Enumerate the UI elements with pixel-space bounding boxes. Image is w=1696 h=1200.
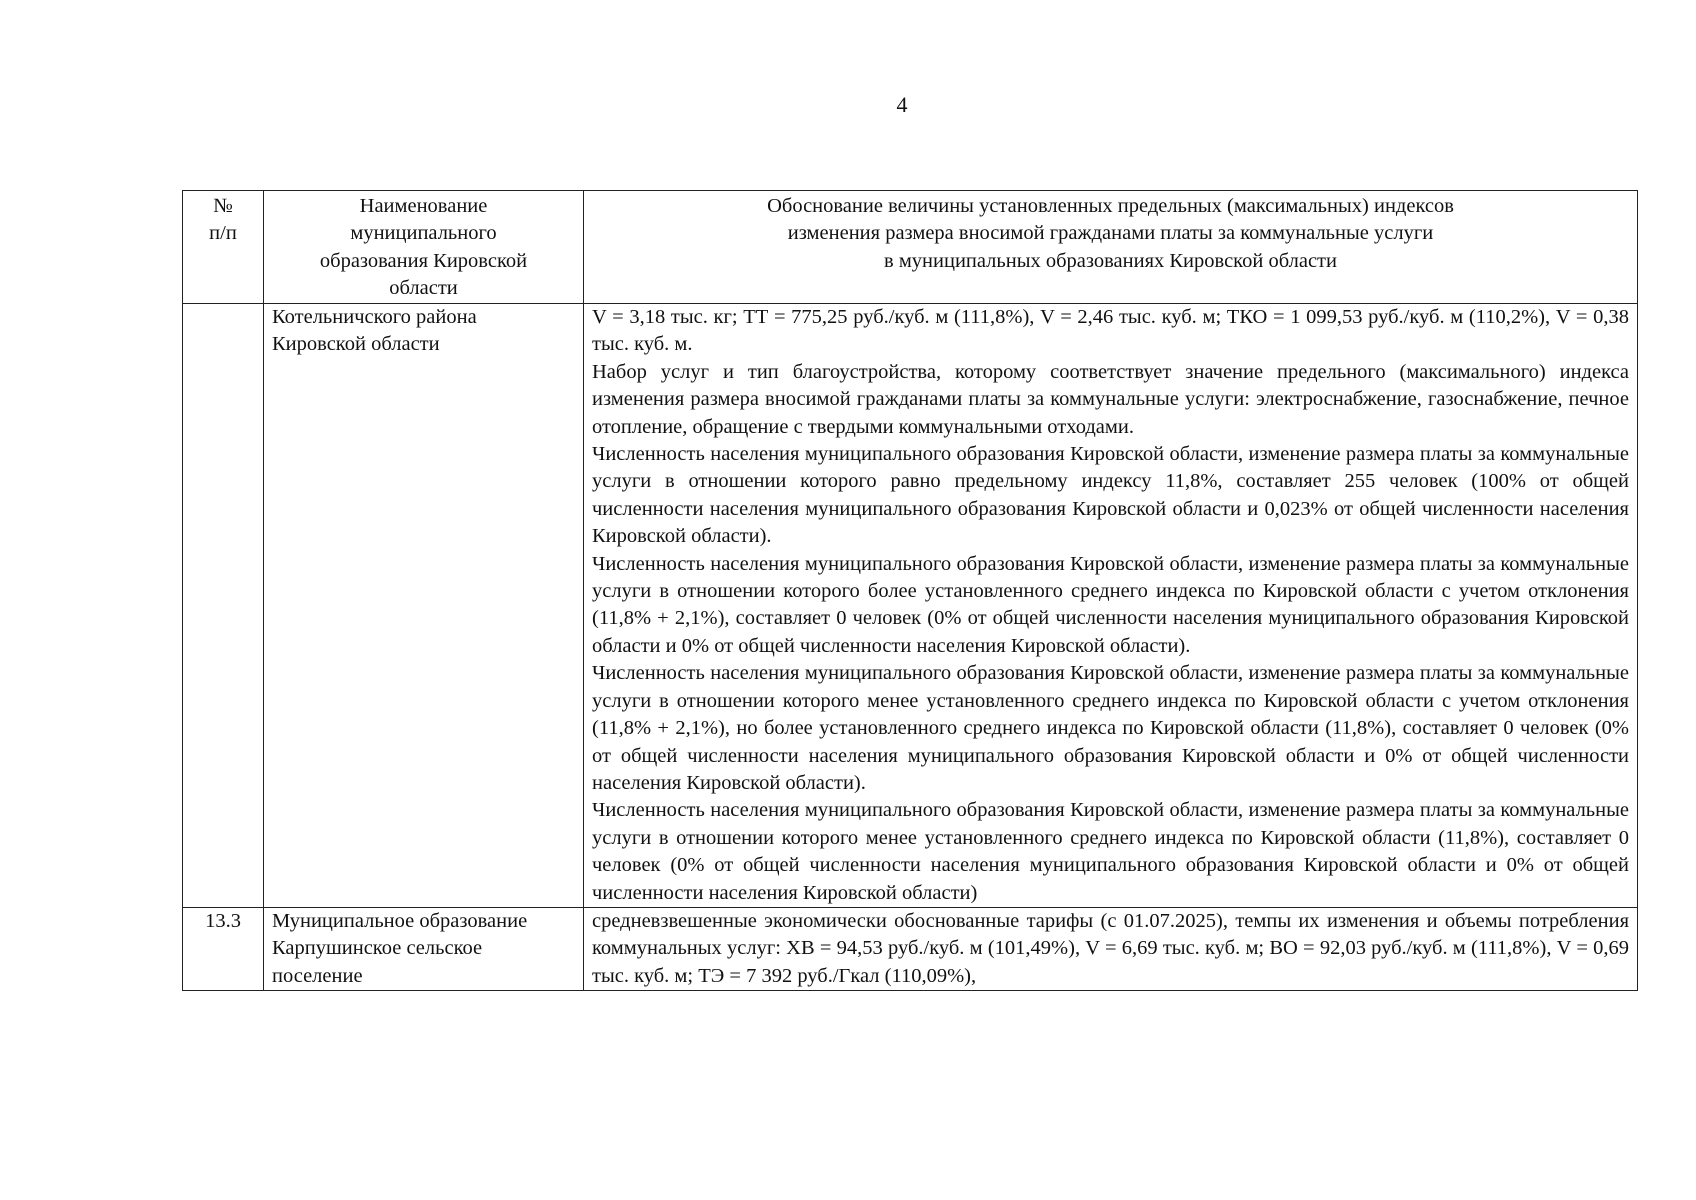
header-basis-line: изменения размера вносимой гражданами платы за коммунальные услуги xyxy=(787,222,1434,245)
row-justification xyxy=(584,304,1638,908)
tariff-justification-table xyxy=(182,190,1638,991)
header-basis-line: Обоснование величины установленных предельных (максимальных) индексов xyxy=(767,195,1454,217)
row-justification xyxy=(584,907,1638,990)
header-name-line: образования Кировской xyxy=(319,249,528,272)
justification-paragraph: Численность населения муниципального образования Кировской области, изменение размера платы за коммунальные услуги в отношении которого равно предельному индексу 11,8%, составляет 255 человек (100% от общей численности населения муниципального образования Кировской области и 0,023% от общей численности населения Кировской области). xyxy=(592,443,1629,548)
header-name-line: муниципального xyxy=(350,222,497,245)
justification-paragraph: средневзвешенные экономически обоснованные тарифы (с 01.07.2025), темпы их изменения и объемы потребления коммунальных услуг: ХВ = 94,53 руб./куб. м (101,49%), V = 6,69 тыс. куб. м; ВО = 92,03 руб./куб. м (111,8%), V = 0,69 тыс. куб. м; ТЭ = 7 392 руб./Гкал (110,09%), xyxy=(592,909,1629,987)
header-number-line: № xyxy=(213,195,233,217)
page-number: 4 xyxy=(896,92,908,117)
header-number xyxy=(183,191,264,304)
header-justification xyxy=(584,191,1638,304)
header-municipality-name xyxy=(264,191,584,304)
justification-paragraph: Численность населения муниципального образования Кировской области, изменение размера платы за коммунальные услуги в отношении которого менее установленного среднего индекса по Кировской области (11,8%), составляет 0 человек (0% от общей численности населения муниципального образования Кировской области и 0% от общей численности населения Кировской области) xyxy=(592,799,1629,904)
table-row xyxy=(183,907,1638,990)
row-municipality-name: Муниципальное образование Карпушинское сельское поселение xyxy=(264,907,584,990)
row-municipality-name: Котельничского района Кировской области xyxy=(264,304,584,908)
justification-paragraph: V = 3,18 тыс. кг; ТТ = 775,25 руб./куб. м (111,8%), V = 2,46 тыс. куб. м; ТКО = 1 099,53 руб./куб. м (110,2%), V = 0,38 тыс. куб. м. xyxy=(592,306,1629,356)
table-row xyxy=(183,304,1638,908)
header-number-line: п/п xyxy=(209,222,237,245)
justification-paragraph: Численность населения муниципального образования Кировской области, изменение размера платы за коммунальные услуги в отношении которого более установленного среднего индекса по Кировской области с учетом отклонения (11,8% + 2,1%), составляет 0 человек (0% от общей численности населения муниципального образования Кировской области и 0% от общей численности населения Кировской области). xyxy=(592,552,1629,657)
justification-paragraph: Набор услуг и тип благоустройства, которому соответствует значение предельного (максимального) индекса изменения размера вносимой гражданами платы за коммунальные услуги: электроснабжение, газоснабжение, печное отопление, обращение с твердыми коммунальными отходами. xyxy=(592,360,1629,438)
row-number: 13.3 xyxy=(183,907,264,990)
header-name-line: Наименование xyxy=(359,195,488,217)
header-name-line: области xyxy=(389,277,458,300)
header-basis-line: в муниципальных образованиях Кировской области xyxy=(884,249,1337,272)
table-header-row xyxy=(183,191,1638,304)
justification-paragraph: Численность населения муниципального образования Кировской области, изменение размера платы за коммунальные услуги в отношении которого менее установленного среднего индекса по Кировской области с учетом отклонения (11,8% + 2,1%), но более установленного среднего индекса по Кировской области (11,8%), составляет 0 человек (0% от общей численности населения муниципального образования Кировской области и 0% от общей численности населения Кировской области). xyxy=(592,662,1629,794)
row-number xyxy=(183,304,264,908)
